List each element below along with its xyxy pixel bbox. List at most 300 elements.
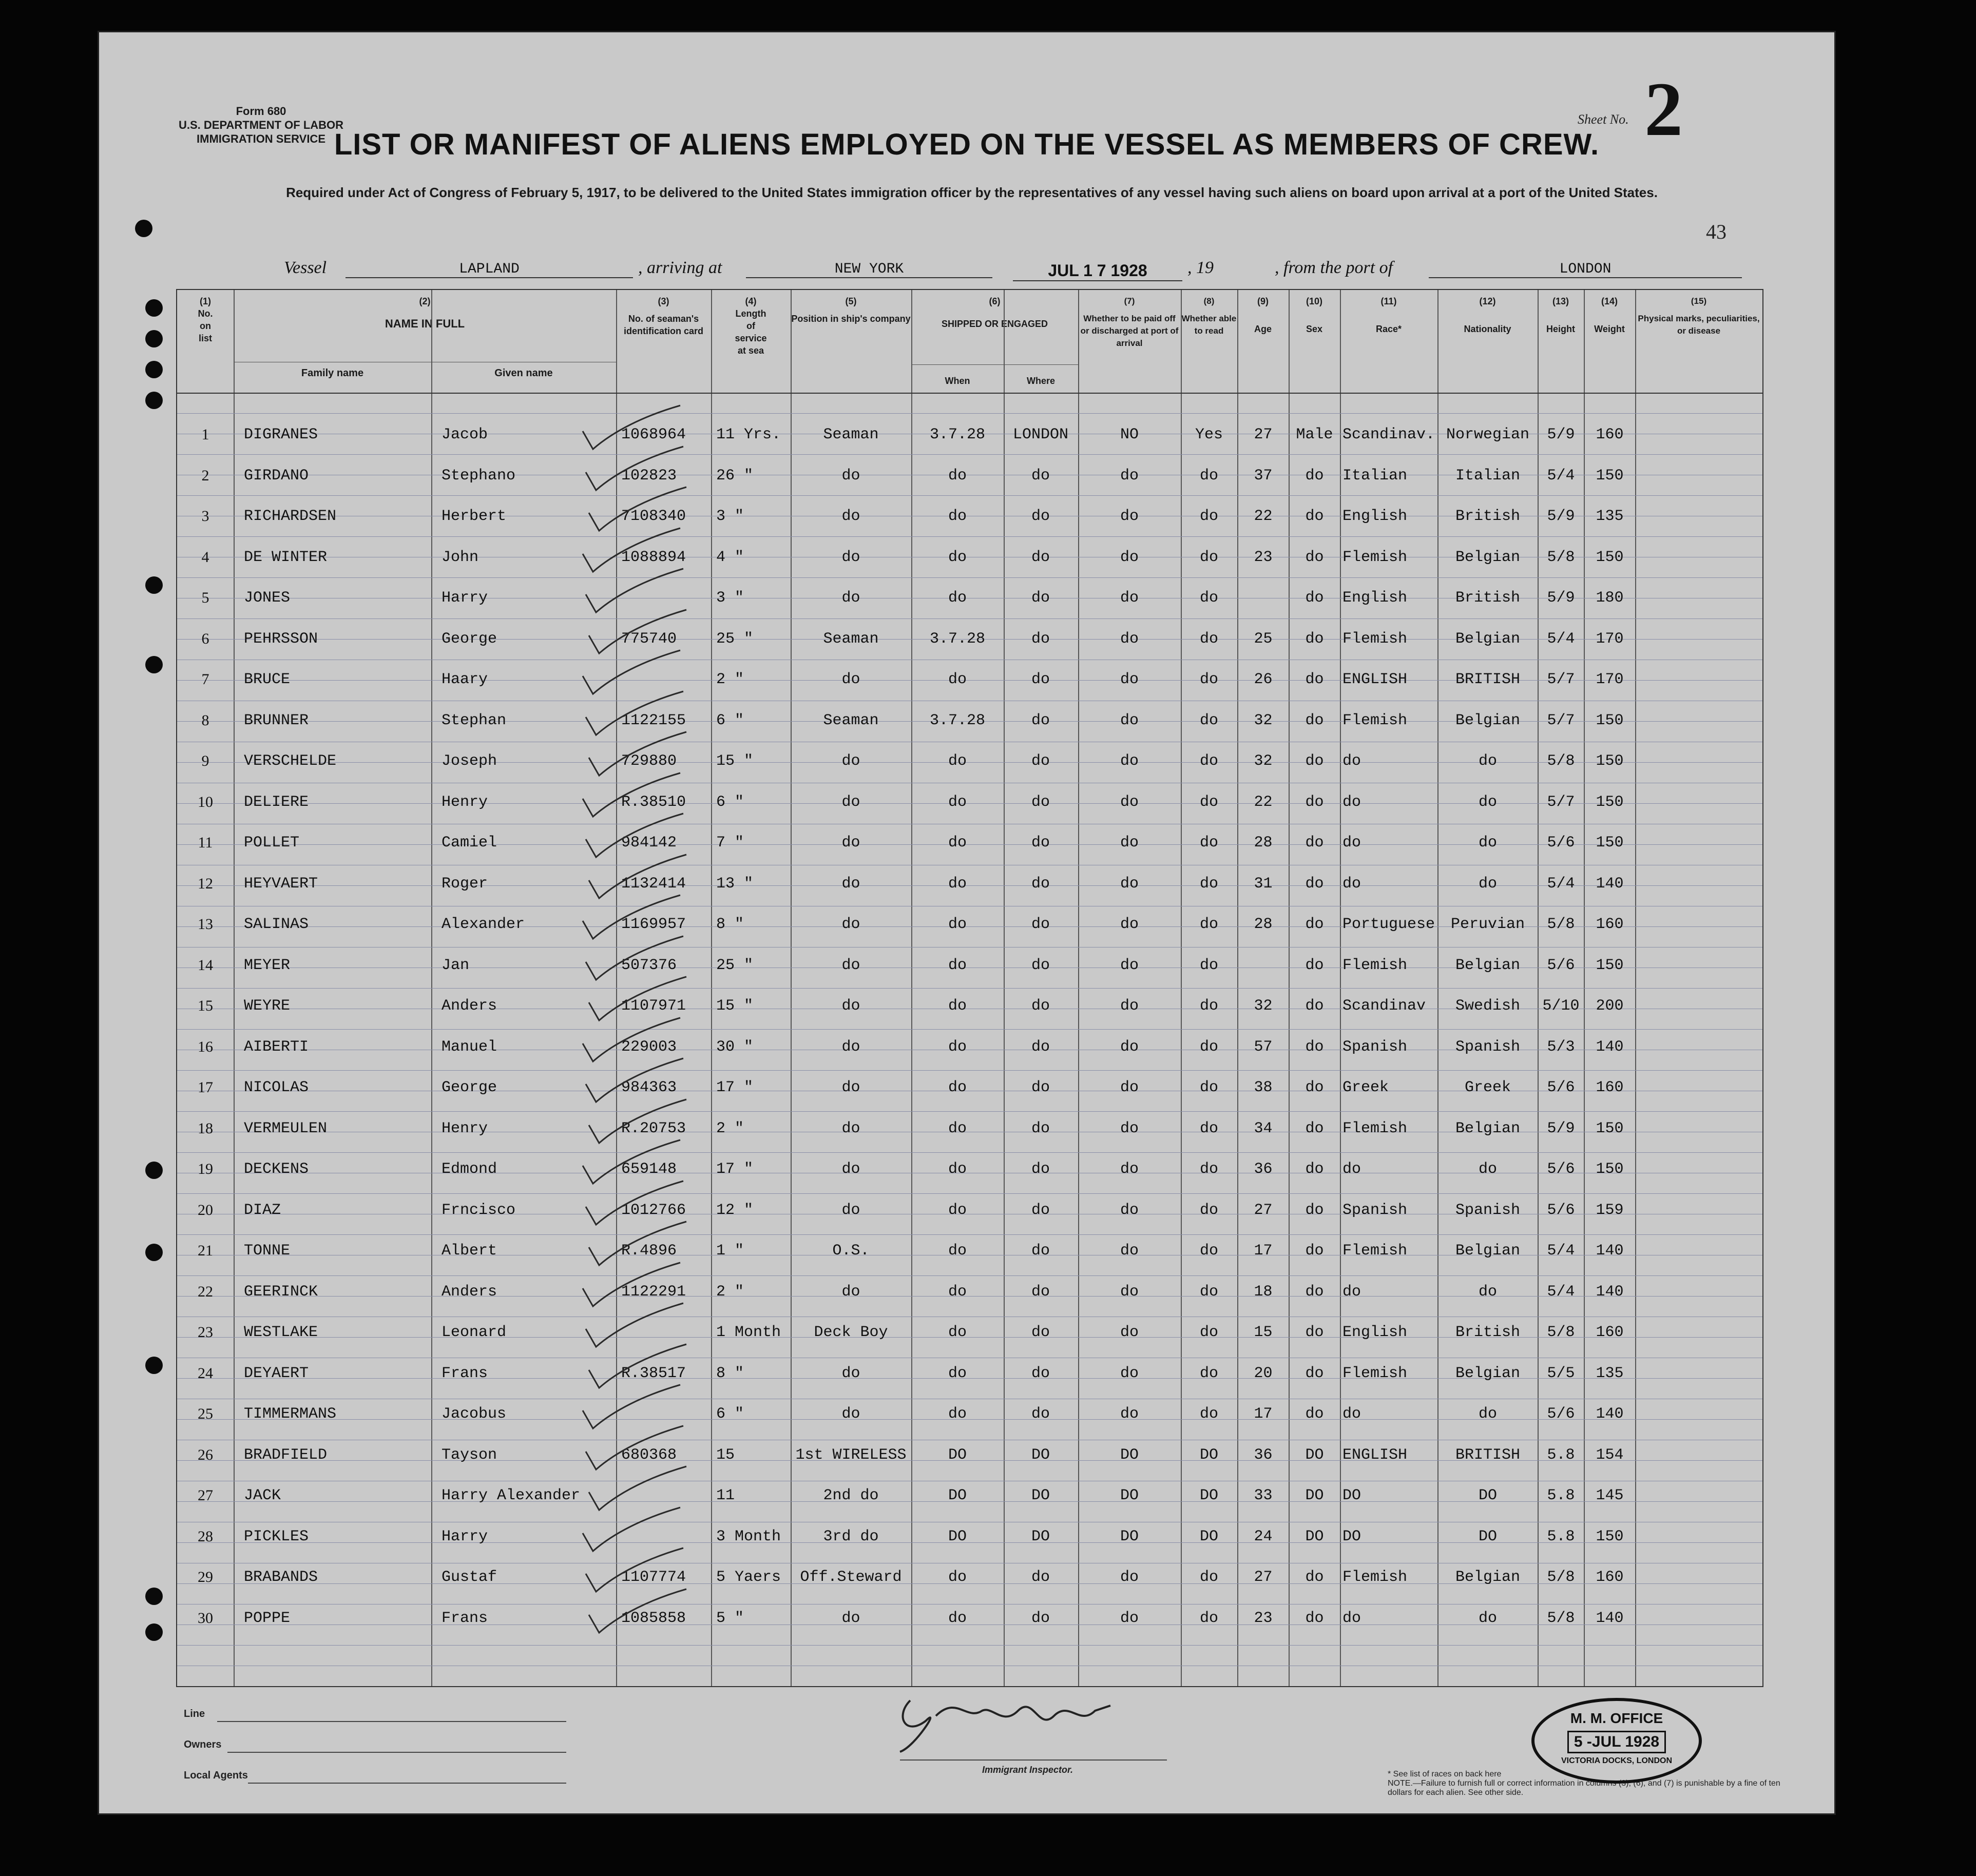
cell-nationality: BRITISH — [1455, 1446, 1521, 1464]
cell-paid-off: do — [1120, 875, 1139, 893]
cell-read: do — [1199, 1609, 1218, 1627]
cell-where: do — [1031, 1324, 1050, 1341]
cell-read: DO — [1199, 1527, 1218, 1545]
cell-no: 27 — [198, 1487, 213, 1504]
col-4-header — [711, 295, 791, 357]
line-label: Line — [184, 1708, 205, 1719]
cell-paid-off: DO — [1120, 1527, 1139, 1545]
cell-paid-off: do — [1120, 1609, 1139, 1627]
cell-id-card: 1132414 — [621, 875, 686, 893]
cell-id-card: 729880 — [621, 752, 677, 770]
col-2-number: (2) — [419, 296, 431, 306]
ruled-line — [177, 618, 1762, 619]
cell-paid-off: do — [1120, 630, 1139, 648]
cell-where: DO — [1031, 1527, 1050, 1545]
cell-read: do — [1199, 956, 1218, 974]
cell-no: 22 — [198, 1283, 213, 1300]
cell-nationality: Italian — [1455, 467, 1521, 485]
cell-height: 5/9 — [1547, 426, 1575, 443]
cell-paid-off: do — [1120, 1283, 1139, 1301]
cell-no: 19 — [198, 1161, 213, 1177]
cell-position: do — [841, 508, 860, 525]
cell-sex: do — [1305, 711, 1324, 729]
cell-sex: DO — [1305, 1487, 1324, 1504]
cell-position: Seaman — [823, 630, 879, 648]
cell-race: English — [1342, 589, 1408, 607]
col-15-number: (15) — [1691, 296, 1707, 306]
cell-id-card: 1088894 — [621, 548, 686, 566]
cell-race: do — [1342, 1161, 1361, 1178]
cell-given-name: Anders — [442, 1283, 497, 1301]
cell-nationality: do — [1478, 1609, 1497, 1627]
col-5-header — [791, 295, 911, 325]
cell-height: 5/8 — [1547, 1324, 1575, 1341]
cell-age: 17 — [1254, 1405, 1273, 1423]
cell-no: 6 — [201, 630, 209, 647]
cell-length-service: 6 " — [716, 711, 744, 729]
ruled-line — [177, 454, 1762, 455]
cell-age: 23 — [1254, 548, 1273, 566]
cell-family-name: HEYVAERT — [244, 875, 318, 893]
cell-when: do — [948, 834, 967, 852]
cell-race: Spanish — [1342, 1201, 1408, 1219]
cell-height: 5/5 — [1547, 1364, 1575, 1382]
cell-when: 3.7.28 — [929, 711, 986, 729]
cell-where: do — [1031, 1405, 1050, 1423]
col-11-title: Race* — [1375, 324, 1402, 334]
cell-read: do — [1199, 1201, 1218, 1219]
cell-position: do — [841, 1283, 860, 1301]
cell-height: 5/4 — [1547, 467, 1575, 485]
cell-nationality: Belgian — [1455, 548, 1521, 566]
cell-height: 5/8 — [1547, 752, 1575, 770]
cell-height: 5/8 — [1547, 1609, 1575, 1627]
cell-where: do — [1031, 467, 1050, 485]
cell-family-name: JACK — [244, 1487, 281, 1504]
cell-no: 16 — [198, 1038, 213, 1055]
cell-sex: do — [1305, 1283, 1324, 1301]
cell-paid-off: do — [1120, 711, 1139, 729]
cell-length-service: 26 " — [716, 467, 754, 485]
cell-weight: 159 — [1596, 1201, 1624, 1219]
cell-age: 32 — [1254, 711, 1273, 729]
cell-paid-off: NO — [1120, 426, 1139, 443]
cell-height: 5.8 — [1547, 1487, 1575, 1504]
col-1-header — [177, 295, 234, 344]
mm-office-stamp — [1531, 1698, 1702, 1784]
cell-family-name: POLLET — [244, 834, 300, 852]
cell-age: 34 — [1254, 1119, 1273, 1137]
cell-height: 5/7 — [1547, 711, 1575, 729]
manifest-page — [98, 31, 1836, 1815]
sheet-number: 2 — [1644, 67, 1683, 152]
cell-nationality: Belgian — [1455, 1242, 1521, 1260]
cell-weight: 154 — [1596, 1446, 1624, 1464]
inspector-signature-icon — [885, 1675, 1172, 1757]
cell-age: 20 — [1254, 1364, 1273, 1382]
ruled-line — [177, 413, 1762, 414]
cell-read: do — [1199, 1161, 1218, 1178]
punch-hole-icon — [145, 1623, 163, 1641]
cell-length-service: 17 " — [716, 1079, 754, 1096]
cell-position: do — [841, 875, 860, 893]
department-name: U.S. DEPARTMENT OF LABOR — [179, 119, 344, 131]
cell-read: do — [1199, 916, 1218, 933]
cell-where: do — [1031, 1161, 1050, 1178]
ruled-line — [177, 1275, 1762, 1276]
cell-where: do — [1031, 711, 1050, 729]
cell-sex: do — [1305, 752, 1324, 770]
cell-when: do — [948, 1324, 967, 1341]
cell-race: Spanish — [1342, 1038, 1408, 1056]
cell-race: Flemish — [1342, 548, 1408, 566]
col-2-header — [234, 295, 616, 330]
cell-position: do — [841, 1405, 860, 1423]
cell-when: do — [948, 1405, 967, 1423]
cell-given-name: Edmond — [442, 1161, 497, 1178]
col-1-title: No. on list — [198, 308, 213, 343]
cell-length-service: 15 — [716, 1446, 735, 1464]
ruled-line — [177, 1070, 1762, 1071]
cell-family-name: BRADFIELD — [244, 1446, 328, 1464]
cell-race: do — [1342, 1283, 1361, 1301]
cell-read: do — [1199, 1405, 1218, 1423]
cell-family-name: BRUNNER — [244, 711, 309, 729]
cell-where: do — [1031, 1609, 1050, 1627]
cell-given-name: Stephan — [442, 711, 507, 729]
cell-race: Greek — [1342, 1079, 1389, 1096]
cell-race: English — [1342, 1324, 1408, 1341]
cell-no: 25 — [198, 1405, 213, 1422]
cell-id-card: 984363 — [621, 1079, 677, 1096]
cell-given-name: Harry — [442, 1527, 488, 1545]
cell-when: do — [948, 548, 967, 566]
cell-height: 5/4 — [1547, 1242, 1575, 1260]
cell-given-name: Albert — [442, 1242, 497, 1260]
cell-sex: DO — [1305, 1446, 1324, 1464]
cell-sex: do — [1305, 508, 1324, 525]
cell-race: Scandinav — [1342, 997, 1426, 1015]
cell-length-service: 3 Month — [716, 1527, 781, 1545]
cell-when: 3.7.28 — [929, 630, 986, 648]
cell-race: ENGLISH — [1342, 1446, 1408, 1464]
cell-race: Flemish — [1342, 1569, 1408, 1586]
cell-length-service: 13 " — [716, 875, 754, 893]
cell-when: do — [948, 1201, 967, 1219]
cell-position: 3rd do — [823, 1527, 879, 1545]
cell-age: 37 — [1254, 467, 1273, 485]
cell-nationality: do — [1478, 875, 1497, 893]
cell-given-name: Jan — [442, 956, 470, 974]
cell-no: 13 — [198, 916, 213, 933]
arriving-port: NEW YORK — [746, 261, 992, 278]
cell-paid-off: do — [1120, 997, 1139, 1015]
cell-weight: 160 — [1596, 426, 1624, 443]
cell-position: do — [841, 1201, 860, 1219]
cell-weight: 140 — [1596, 875, 1624, 893]
from-port: LONDON — [1429, 261, 1742, 278]
cell-family-name: AIBERTI — [244, 1038, 309, 1056]
ruled-line — [177, 1234, 1762, 1235]
cell-family-name: RICHARDSEN — [244, 508, 337, 525]
cell-family-name: GEERINCK — [244, 1283, 318, 1301]
col-10-header — [1289, 295, 1340, 335]
cell-length-service: 5 " — [716, 1609, 744, 1627]
cell-length-service: 11 Yrs. — [716, 426, 781, 443]
cell-age: 31 — [1254, 875, 1273, 893]
cell-sex: do — [1305, 589, 1324, 607]
cell-read: do — [1199, 1242, 1218, 1260]
cell-length-service: 25 " — [716, 956, 754, 974]
cell-when: do — [948, 1038, 967, 1056]
cell-height: 5/7 — [1547, 793, 1575, 811]
cell-race: do — [1342, 1405, 1361, 1423]
cell-age: 27 — [1254, 1201, 1273, 1219]
cell-given-name: John — [442, 548, 479, 566]
cell-no: 28 — [198, 1527, 213, 1545]
col-13-number: (13) — [1552, 296, 1569, 306]
cell-no: 1 — [201, 426, 209, 443]
cell-sex: do — [1305, 1569, 1324, 1586]
cell-where: do — [1031, 548, 1050, 566]
cell-family-name: JONES — [244, 589, 291, 607]
cell-weight: 160 — [1596, 1324, 1624, 1341]
cell-age: 28 — [1254, 834, 1273, 852]
cell-nationality: BRITISH — [1455, 671, 1521, 688]
cell-given-name: Henry — [442, 793, 488, 811]
from-label: , from the port of — [1275, 258, 1393, 277]
cell-nationality: DO — [1478, 1527, 1497, 1545]
page-title: LIST OR MANIFEST OF ALIENS EMPLOYED ON THE VESSEL AS MEMBERS OF CREW. — [334, 128, 1600, 161]
cell-paid-off: do — [1120, 1201, 1139, 1219]
sheet-label: Sheet No. — [1578, 112, 1629, 127]
cell-length-service: 4 " — [716, 548, 744, 566]
cell-id-card: R.20753 — [621, 1119, 686, 1137]
ruled-line — [177, 1152, 1762, 1153]
cell-paid-off: do — [1120, 834, 1139, 852]
cell-paid-off: DO — [1120, 1446, 1139, 1464]
cell-family-name: POPPE — [244, 1609, 291, 1627]
cell-paid-off: do — [1120, 1569, 1139, 1586]
cell-paid-off: do — [1120, 1405, 1139, 1423]
footnote-penalty: NOTE.—Failure to furnish full or correct information in columns (3), (6), and (7) is punishable by a fine of ten dollars for each alien. See other side. — [1388, 1779, 1780, 1797]
cell-family-name: WESTLAKE — [244, 1324, 318, 1341]
cell-paid-off: do — [1120, 467, 1139, 485]
cell-no: 20 — [198, 1201, 213, 1219]
cell-family-name: DEYAERT — [244, 1364, 309, 1382]
cell-position: do — [841, 1364, 860, 1382]
cell-read: do — [1199, 1119, 1218, 1137]
col-8-header — [1181, 295, 1237, 337]
cell-age: 38 — [1254, 1079, 1273, 1096]
cell-sex: do — [1305, 916, 1324, 933]
cell-no: 9 — [201, 752, 209, 769]
cell-nationality: British — [1455, 1324, 1521, 1341]
cell-weight: 170 — [1596, 671, 1624, 688]
cell-given-name: Camiel — [442, 834, 497, 852]
cell-nationality: Belgian — [1455, 1119, 1521, 1137]
punch-hole-icon — [145, 330, 163, 347]
cell-age: 32 — [1254, 997, 1273, 1015]
cell-no: 15 — [198, 997, 213, 1014]
cell-when: do — [948, 508, 967, 525]
cell-given-name: Joseph — [442, 752, 497, 770]
cell-age: 36 — [1254, 1446, 1273, 1464]
cell-length-service: 8 " — [716, 916, 744, 933]
cell-position: O.S. — [832, 1242, 870, 1260]
cell-where: do — [1031, 1038, 1050, 1056]
cell-sex: do — [1305, 1324, 1324, 1341]
cell-height: 5/8 — [1547, 548, 1575, 566]
cell-age: 22 — [1254, 793, 1273, 811]
cell-length-service: 15 " — [716, 997, 754, 1015]
cell-no: 7 — [201, 671, 209, 688]
cell-weight: 160 — [1596, 1079, 1624, 1096]
col-9-header — [1237, 295, 1289, 335]
col-4-number: (4) — [745, 296, 757, 306]
cell-nationality: Greek — [1464, 1079, 1511, 1096]
cell-where: DO — [1031, 1487, 1050, 1504]
cell-read: do — [1199, 508, 1218, 525]
cell-race: Italian — [1342, 467, 1408, 485]
cell-weight: 180 — [1596, 589, 1624, 607]
col-3-header — [616, 295, 711, 337]
col-7-number: (7) — [1124, 296, 1135, 306]
cell-length-service: 2 " — [716, 671, 744, 688]
cell-position: Seaman — [823, 711, 879, 729]
cell-no: 21 — [198, 1242, 213, 1259]
cell-sex: do — [1305, 956, 1324, 974]
cell-family-name: PICKLES — [244, 1527, 309, 1545]
cell-race: do — [1342, 752, 1361, 770]
cell-paid-off: do — [1120, 589, 1139, 607]
cell-when: do — [948, 752, 967, 770]
cell-weight: 150 — [1596, 956, 1624, 974]
col-3-title: No. of seaman's identification card — [623, 314, 704, 336]
cell-no: 18 — [198, 1119, 213, 1137]
cell-age: 33 — [1254, 1487, 1273, 1504]
form-number: Form 680 — [236, 105, 286, 118]
cell-weight: 150 — [1596, 711, 1624, 729]
cell-sex: do — [1305, 467, 1324, 485]
col-5-number: (5) — [845, 296, 857, 306]
cell-length-service: 1 " — [716, 1242, 744, 1260]
footnote-races: * See list of races on back here — [1388, 1770, 1502, 1778]
cell-nationality: do — [1478, 793, 1497, 811]
cell-race: ENGLISH — [1342, 671, 1408, 688]
cell-position: Seaman — [823, 426, 879, 443]
cell-age: 28 — [1254, 916, 1273, 933]
cell-id-card: R.4896 — [621, 1242, 677, 1260]
cell-id-card: 229003 — [621, 1038, 677, 1056]
cell-given-name: Anders — [442, 997, 497, 1015]
cell-id-card: 102823 — [621, 467, 677, 485]
cell-sex: do — [1305, 875, 1324, 893]
cell-paid-off: do — [1120, 1242, 1139, 1260]
cell-read: do — [1199, 467, 1218, 485]
cell-read: do — [1199, 1569, 1218, 1586]
col-8-title: Whether able to read — [1181, 314, 1237, 336]
when-header: When — [945, 376, 970, 386]
cell-paid-off: do — [1120, 1161, 1139, 1178]
cell-weight: 150 — [1596, 834, 1624, 852]
cell-age: 57 — [1254, 1038, 1273, 1056]
cell-read: do — [1199, 834, 1218, 852]
cell-read: do — [1199, 589, 1218, 607]
col-14-header — [1584, 295, 1635, 335]
cell-read: do — [1199, 997, 1218, 1015]
col-1-number: (1) — [200, 296, 211, 306]
cell-length-service: 25 " — [716, 630, 754, 648]
cell-family-name: SALINAS — [244, 916, 309, 933]
col-7-title: Whether to be paid off or discharged at port of arrival — [1080, 314, 1179, 348]
cell-length-service: 17 " — [716, 1161, 754, 1178]
cell-read: do — [1199, 752, 1218, 770]
cell-given-name: Tayson — [442, 1446, 497, 1464]
cell-sex: do — [1305, 1405, 1324, 1423]
cell-position: 2nd do — [823, 1487, 879, 1504]
punch-hole-icon — [145, 656, 163, 673]
cell-nationality: British — [1455, 508, 1521, 525]
cell-when: DO — [948, 1446, 967, 1464]
cell-nationality: do — [1478, 752, 1497, 770]
cell-no: 17 — [198, 1079, 213, 1096]
cell-when: do — [948, 875, 967, 893]
cell-race: Flemish — [1342, 956, 1408, 974]
cell-where: do — [1031, 1119, 1050, 1137]
cell-length-service: 11 — [716, 1487, 735, 1504]
cell-weight: 150 — [1596, 467, 1624, 485]
cell-nationality: do — [1478, 1161, 1497, 1178]
stamp-date: 5 -JUL 1928 — [1567, 1731, 1666, 1753]
cell-where: do — [1031, 1569, 1050, 1586]
cell-weight: 140 — [1596, 1038, 1624, 1056]
cell-where: DO — [1031, 1446, 1050, 1464]
cell-sex: do — [1305, 548, 1324, 566]
cell-where: do — [1031, 508, 1050, 525]
cell-id-card: 775740 — [621, 630, 677, 648]
cell-age: 25 — [1254, 630, 1273, 648]
cell-no: 4 — [201, 548, 209, 566]
cell-weight: 150 — [1596, 752, 1624, 770]
cell-length-service: 15 " — [716, 752, 754, 770]
cell-nationality: do — [1478, 834, 1497, 852]
cell-height: 5/3 — [1547, 1038, 1575, 1056]
year-label: , 19 — [1187, 258, 1214, 277]
cell-nationality: DO — [1478, 1487, 1497, 1504]
cell-where: do — [1031, 956, 1050, 974]
cell-given-name: Jacob — [442, 426, 488, 443]
cell-when: DO — [948, 1487, 967, 1504]
cell-given-name: Alexander — [442, 916, 525, 933]
cell-id-card: 1068964 — [621, 426, 686, 443]
cell-nationality: British — [1455, 589, 1521, 607]
cell-when: do — [948, 1569, 967, 1586]
inspector-underline — [900, 1759, 1167, 1761]
cell-position: do — [841, 1038, 860, 1056]
cell-where: do — [1031, 1364, 1050, 1382]
cell-age: 27 — [1254, 1569, 1273, 1586]
cell-weight: 150 — [1596, 548, 1624, 566]
cell-sex: do — [1305, 997, 1324, 1015]
cell-age: 22 — [1254, 508, 1273, 525]
cell-when: do — [948, 1079, 967, 1096]
col-15-header — [1635, 295, 1762, 337]
cell-length-service: 2 " — [716, 1283, 744, 1301]
cell-length-service: 12 " — [716, 1201, 754, 1219]
cell-age: 32 — [1254, 752, 1273, 770]
cell-weight: 200 — [1596, 997, 1624, 1015]
